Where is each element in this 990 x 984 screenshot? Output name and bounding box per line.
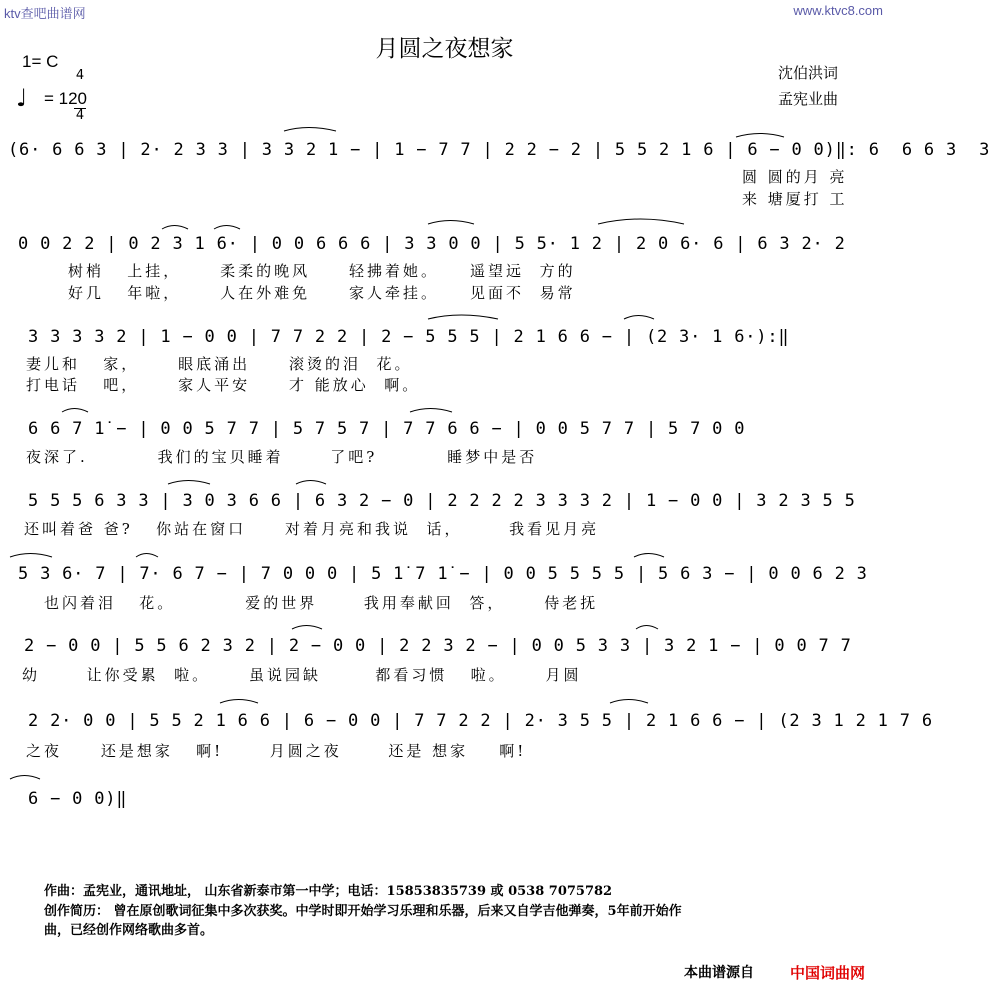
tie-arc [296,481,326,485]
score-line-1-lyrics-verse-1: 圆 圆的月 亮 [742,168,848,186]
composer-biography: 创作简历： 曾在原创歌词征集中多次获奖。中学时即开始学习乐理和乐器，后来又自学吉他弹奏，5年前开始作 [44,904,682,919]
score-line-7-lyrics: 幼 让你受累 啦。 虽说园缺 都看习惯 啦。 月圆 [22,666,582,684]
tie-arc [736,134,784,138]
tie-arc [610,700,648,704]
composer-contact-info: 作曲：孟宪业，通讯地址， 山东省新泰市第一中学；电话：15853835739 或 0538 7075782 [44,884,613,899]
score-line-2-lyrics-verse-2: 好几 年啦， 人在外难免 家人牵挂。 见面不 易常 [68,284,576,302]
tie-arc [428,221,474,225]
score-line-6-notes: 5 3 6· 7 | 7· 6 7 − | 7 0 0 0 | 5 1̇ 7 1̇ − | 0 0 5 5 5 5 | 5 6 3 − | 0 0 6 2 3 [18,564,868,584]
score-line-3-notes: 3 3 3 3 2 | 1 − 0 0 | 7 7 2 2 | 2 − 5 5 5 | 2 1 6 6 − | (2 3· 1 6·):‖ [28,327,790,347]
tie-arc [636,626,658,630]
score-line-1-notes: (6· 6 6 3 | 2· 2 3 3 | 3 3 2 1 − | 1 − 7 7 | 2 2 − 2 | 5 5 2 1 6 | 6 − 0 0)‖: 6 6 6 3 3 [8,140,990,160]
score-line-8-lyrics: 之夜 还是想家 啊! 月圆之夜 还是 想家 啊! [26,742,527,760]
tie-arc [634,554,664,558]
quarter-note-icon: ♩ [16,84,28,112]
tempo-marking: = 120 [44,89,88,108]
source-label: 本曲谱源自 [684,965,754,981]
score-line-6-lyrics: 也闪着泪 花。 爱的世界 我用奉献回 答， 侍老抚 [44,594,599,612]
time-signature-denominator: 4 [75,108,85,123]
lyricist-credit: 沈伯洪词 [778,64,839,82]
tie-arc [10,554,52,558]
score-line-9-notes: 6 − 0 0)‖ [28,789,128,809]
composer-credit: 孟宪业曲 [778,90,839,108]
tie-arc [284,128,336,132]
tie-arc [220,700,258,704]
composer-biography-continued: 曲，已经创作网络歌曲多首。 [44,923,214,938]
score-line-3-lyrics-verse-2: 打电话 吧， 家人平安 才 能放心 啊。 [26,376,421,394]
time-signature-numerator: 4 [75,68,85,83]
site-watermark-right: www.ktvc8.com [793,3,883,18]
score-line-2-notes: 0 0 2 2 | 0 2 3 1 6· | 0 0 6 6 6 | 3 3 0 0 | 5 5· 1 2 | 2 0 6· 6 | 6 3 2· 2 [18,234,846,254]
tie-arc [214,226,240,230]
tie-arc [168,481,210,485]
tie-arc [292,626,322,630]
site-watermark-left: ktv查吧曲谱网 [4,6,86,21]
song-title: 月圆之夜想家 [375,36,514,62]
tie-arc [428,315,498,319]
source-site-name: 中国词曲网 [790,964,866,982]
tie-arc [410,409,452,413]
tie-arc [62,409,88,413]
score-line-4-lyrics: 夜深了. 我们的宝贝睡着 了吧? 睡梦中是否 [26,448,538,466]
tie-arc [598,219,684,224]
score-line-3-lyrics-verse-1: 妻儿和 家， 眼底涌出 滚烫的泪 花。 [26,355,413,373]
tie-arc [10,776,40,780]
score-line-8-notes: 2 2· 0 0 | 5 5 2 1 6 6 | 6 − 0 0 | 7 7 2 2 | 2· 3 5 5 | 2 1 6 6 − | (2 3 1 2 1 7 6 [28,711,933,731]
tie-arc [136,554,158,558]
score-line-5-notes: 5 5 5 6 3 3 | 3 0 3 6 6 | 6 3 2 − 0 | 2 2 2 2 3 3 3 2 | 1 − 0 0 | 3 2 3 5 5 [28,491,856,511]
tie-arc [162,226,188,230]
score-line-7-notes: 2 − 0 0 | 5 5 6 2 3 2 | 2 − 0 0 | 2 2 3 2 − | 0 0 5 3 3 | 3 2 1 − | 0 0 7 7 [24,636,852,656]
score-line-4-notes: 6 6 7 1̇ − | 0 0 5 7 7 | 5 7 5 7 | 7 7 6 6 − | 0 0 5 7 7 | 5 7 0 0 [28,419,746,439]
score-line-1-lyrics-verse-2: 来 塘厦打 工 [742,190,848,208]
score-line-2-lyrics-verse-1: 树梢 上挂， 柔柔的晚风 轻拂着她。 遥望远 方的 [68,262,576,280]
tie-arc [624,316,654,320]
score-line-5-lyrics: 还叫着爸 爸? 你站在窗口 对着月亮和我说 话， 我看见月亮 [24,520,600,538]
key-signature: 1= C [22,52,59,71]
